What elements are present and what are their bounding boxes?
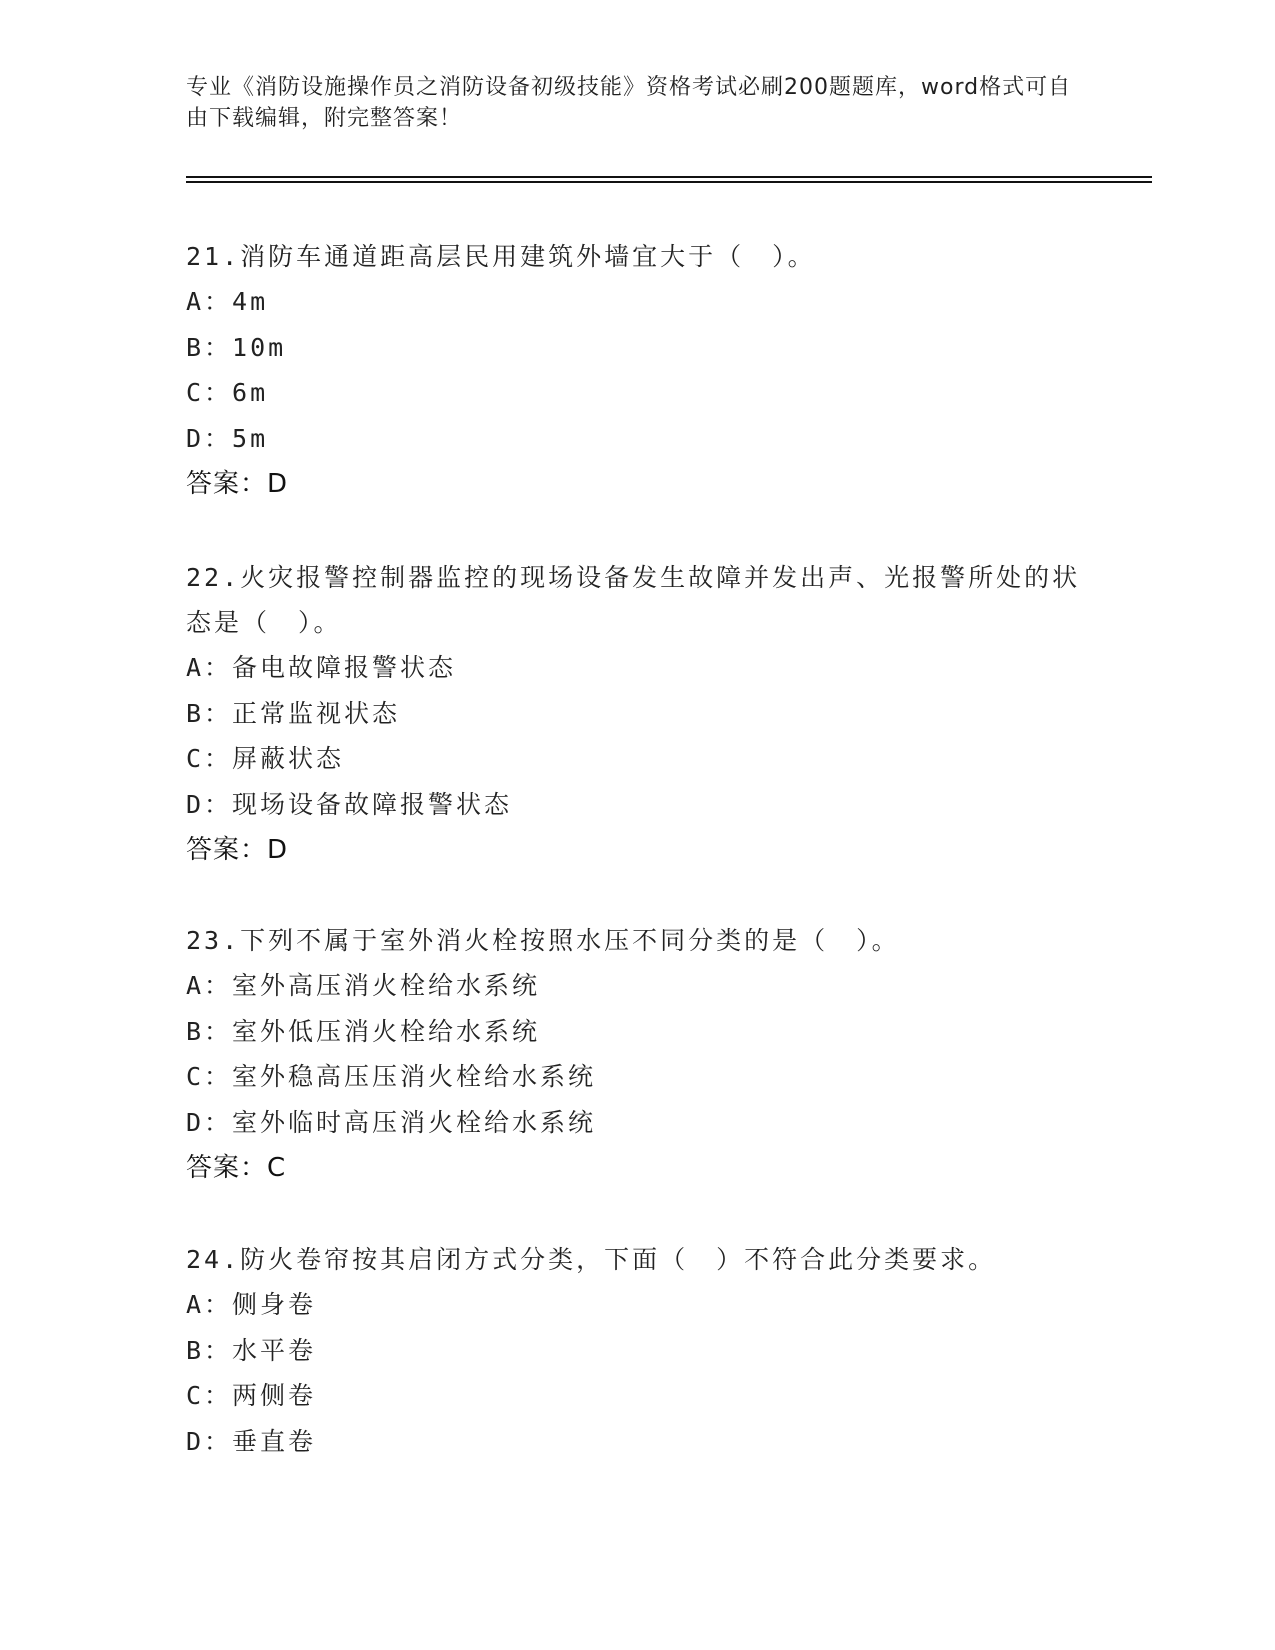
- option-d: D：5m: [186, 423, 269, 453]
- answer: 答案：C: [186, 1153, 287, 1183]
- question-24: [186, 1237, 1086, 1464]
- option-c: C：6m: [186, 378, 269, 407]
- question-text: 24.防火卷帘按其启闭方式分类，下面（ ）不符合此分类要求。: [186, 1245, 997, 1274]
- header-title: 专业《消防设施操作员之消防设备初级技能》资格考试必刷200题题库，word格式可自由下载编辑，附完整答案！: [186, 75, 1072, 131]
- option-d: D：垂直卷: [186, 1426, 317, 1456]
- option-a: A：4m: [186, 287, 269, 316]
- header-divider: [186, 176, 1152, 178]
- question-text: 22.火灾报警控制器监控的现场设备发生故障并发出声、光报警所处的状态是（ ）。: [186, 563, 1081, 637]
- option-d: D：现场设备故障报警状态: [186, 789, 513, 819]
- question-22: [186, 555, 1086, 873]
- option-c: C：屏蔽状态: [186, 744, 345, 773]
- question-21: [186, 234, 1086, 507]
- header-divider: [186, 181, 1152, 183]
- option-b: B：正常监视状态: [186, 698, 401, 728]
- document-header: [186, 72, 1076, 134]
- question-text: 23.下列不属于室外消火栓按照水压不同分类的是（ ）。: [186, 926, 900, 955]
- option-a: A：侧身卷: [186, 1290, 317, 1319]
- question-text: 21.消防车通道距高层民用建筑外墙宜大于（ ）。: [186, 242, 816, 271]
- option-c: C：两侧卷: [186, 1381, 317, 1410]
- option-b: B：10m: [186, 332, 287, 362]
- answer: 答案：D: [186, 469, 289, 499]
- option-c: C：室外稳高压压消火栓给水系统: [186, 1062, 597, 1091]
- option-a: A：室外高压消火栓给水系统: [186, 971, 541, 1000]
- option-d: D：室外临时高压消火栓给水系统: [186, 1107, 597, 1137]
- option-a: A：备电故障报警状态: [186, 653, 457, 682]
- answer: 答案：D: [186, 835, 289, 865]
- option-b: B：室外低压消火栓给水系统: [186, 1016, 541, 1046]
- question-23: [186, 918, 1086, 1191]
- option-b: B：水平卷: [186, 1335, 317, 1365]
